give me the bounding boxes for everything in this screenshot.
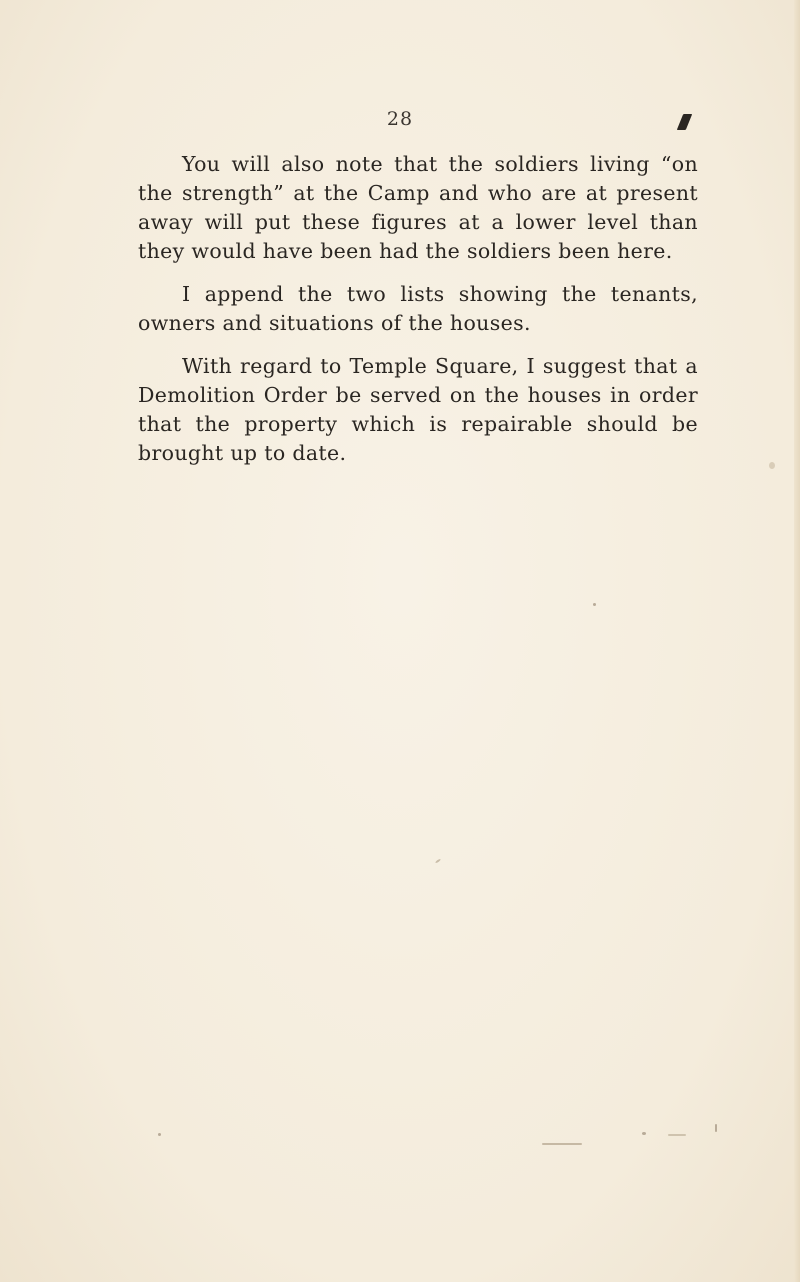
paper-speck — [435, 858, 441, 863]
paper-speck — [158, 1133, 161, 1136]
paper-speck — [593, 603, 596, 606]
paper-speck — [769, 462, 775, 469]
paper-speck — [715, 1124, 717, 1132]
paragraph-1: You will also note that the soldiers living “on the strength” at the Camp and who are at present away will put these figures at a lower level than they would have been had the soldiers been here. — [138, 152, 698, 263]
paper-speck — [642, 1132, 646, 1135]
page-number: 28 — [386, 108, 414, 130]
paragraph-3: With regard to Temple Square, I suggest that a Demolition Order be served on the houses in order that the property which is repairable should be brought up to date. — [138, 354, 698, 465]
paper-speck — [668, 1134, 686, 1136]
paragraph-2: I append the two lists showing the tenants, owners and situations of the houses. — [138, 282, 698, 335]
page-edge — [794, 0, 800, 1282]
body-text — [138, 150, 698, 482]
paper-speck — [542, 1143, 582, 1145]
